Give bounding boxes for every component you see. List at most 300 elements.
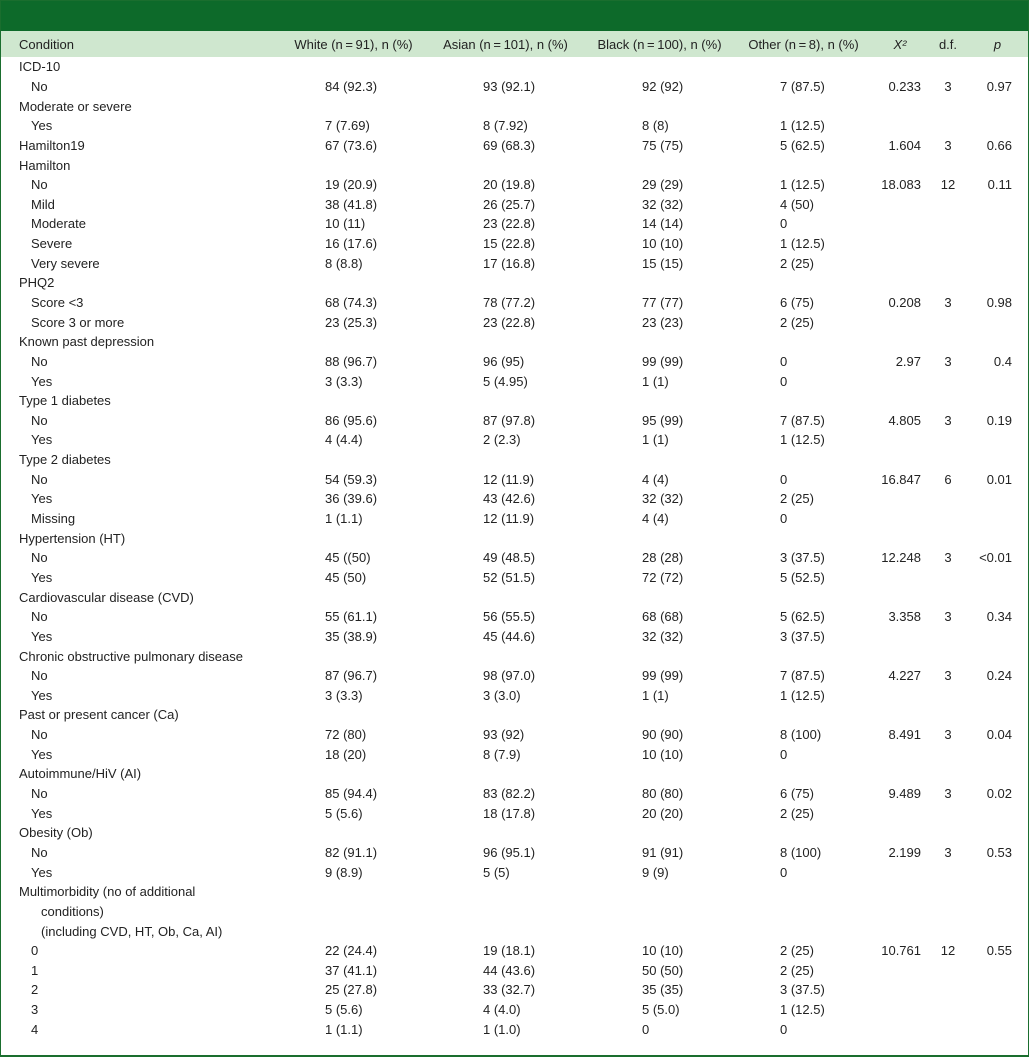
asian-value: 96 (95.1) — [483, 844, 536, 860]
p-value — [967, 234, 1028, 254]
table-row — [1, 607, 1028, 627]
black-value: 0 — [642, 1021, 650, 1037]
asian-value — [428, 528, 583, 548]
other-value: 7 (87.5) — [780, 78, 825, 94]
table-row — [1, 253, 1028, 273]
black-value: 90 (90) — [642, 727, 684, 743]
chi-square-value: 18.083 — [881, 177, 921, 193]
black-value — [583, 528, 736, 548]
white-value — [279, 155, 428, 175]
p-value — [967, 686, 1028, 706]
row-label: Mild — [31, 196, 55, 212]
row-label: Yes — [31, 746, 53, 762]
row-label: No — [31, 550, 48, 566]
p-value — [967, 509, 1028, 529]
table-row — [1, 194, 1028, 214]
other-value — [736, 96, 871, 116]
row-label: Hamilton — [19, 157, 71, 173]
chi-square-value: 12.248 — [881, 550, 921, 566]
table-row — [1, 705, 1028, 725]
p-value — [967, 744, 1028, 764]
other-value — [736, 646, 871, 666]
asian-value: 87 (97.8) — [483, 412, 536, 428]
asian-value — [428, 273, 583, 293]
black-value: 10 (10) — [642, 746, 684, 762]
white-value: 68 (74.3) — [325, 295, 378, 310]
chi-square-value: 4.227 — [888, 668, 921, 684]
asian-value: 5 (4.95) — [483, 373, 528, 389]
table-row — [1, 332, 1028, 352]
other-value — [736, 155, 871, 175]
p-value: 0.4 — [993, 353, 1012, 369]
p-value — [967, 371, 1028, 391]
chi-square-value — [871, 823, 929, 843]
white-value: 85 (94.4) — [325, 786, 378, 802]
chi-square-value — [871, 882, 929, 902]
asian-value: 5 (5) — [483, 864, 510, 880]
header-black: Black (n = 100), n (%) — [597, 36, 722, 52]
row-label: Yes — [31, 628, 53, 644]
chi-square-value — [871, 764, 929, 784]
table-row — [1, 686, 1028, 706]
header-condition: Condition — [19, 36, 74, 52]
white-value — [279, 96, 428, 116]
other-value: 0 — [780, 511, 788, 527]
row-label: No — [31, 177, 48, 193]
df-value — [929, 253, 967, 273]
chi-square-value — [871, 391, 929, 411]
white-value — [279, 705, 428, 725]
black-value: 95 (99) — [642, 412, 684, 428]
chi-square-value — [871, 332, 929, 352]
table-row — [1, 902, 1028, 922]
table-bottom-border — [1, 1055, 1028, 1056]
asian-value: 8 (7.9) — [483, 746, 521, 762]
black-value: 20 (20) — [642, 805, 684, 821]
asian-value: 8 (7.92) — [483, 118, 528, 134]
black-value — [583, 764, 736, 784]
black-value — [583, 921, 736, 941]
white-value: 45 ((50) — [325, 550, 371, 566]
chi-square-value — [871, 862, 929, 882]
df-value — [929, 705, 967, 725]
black-value: 77 (77) — [642, 295, 684, 310]
row-label: Score <3 — [31, 295, 84, 310]
asian-value: 26 (25.7) — [483, 196, 536, 212]
row-label: Severe — [31, 236, 73, 252]
black-value — [583, 902, 736, 922]
row-label: 4 — [31, 1021, 39, 1037]
p-value — [967, 568, 1028, 588]
white-value: 84 (92.3) — [325, 78, 378, 94]
table-row — [1, 764, 1028, 784]
asian-value: 44 (43.6) — [483, 962, 536, 978]
black-value: 32 (32) — [642, 628, 684, 644]
chi-square-value — [871, 646, 929, 666]
p-value — [967, 450, 1028, 470]
other-value: 0 — [780, 216, 788, 232]
table-row — [1, 489, 1028, 509]
table-row — [1, 293, 1028, 313]
p-value — [967, 1000, 1028, 1020]
other-value — [736, 391, 871, 411]
row-label: Moderate — [31, 216, 86, 232]
table-row — [1, 548, 1028, 568]
table-row — [1, 784, 1028, 804]
black-value: 1 (1) — [642, 687, 669, 703]
df-value: 3 — [944, 727, 952, 743]
df-value — [929, 194, 967, 214]
row-label: Autoimmune/HiV (AI) — [19, 766, 142, 782]
table-row — [1, 568, 1028, 588]
asian-value: 33 (32.7) — [483, 982, 536, 998]
white-value: 37 (41.1) — [325, 962, 378, 978]
white-value: 35 (38.9) — [325, 628, 378, 644]
p-value — [967, 273, 1028, 293]
black-value — [583, 155, 736, 175]
white-value: 25 (27.8) — [325, 982, 378, 998]
black-value: 8 (8) — [642, 118, 669, 134]
asian-value: 78 (77.2) — [483, 295, 536, 310]
black-value: 28 (28) — [642, 550, 684, 566]
p-value — [967, 332, 1028, 352]
chi-square-value: 1.604 — [888, 137, 921, 153]
white-value: 18 (20) — [325, 746, 367, 762]
black-value: 80 (80) — [642, 786, 684, 802]
asian-value: 20 (19.8) — [483, 177, 536, 193]
row-label: (including CVD, HT, Ob, Ca, AI) — [41, 923, 223, 939]
chi-square-value — [871, 234, 929, 254]
black-value — [583, 273, 736, 293]
other-value — [736, 273, 871, 293]
table-row — [1, 921, 1028, 941]
chi-square-value — [871, 116, 929, 136]
header-p: p — [993, 36, 1002, 52]
other-value: 2 (25) — [780, 491, 814, 507]
df-value — [929, 155, 967, 175]
other-value: 0 — [780, 471, 788, 487]
asian-value: 23 (22.8) — [483, 314, 536, 330]
table-row — [1, 1019, 1028, 1039]
asian-value: 12 (11.9) — [483, 471, 535, 487]
p-value — [967, 194, 1028, 214]
row-label: Hypertension (HT) — [19, 530, 126, 546]
p-value — [967, 489, 1028, 509]
chi-square-value: 0.233 — [888, 78, 921, 94]
row-label: conditions) — [41, 903, 104, 919]
white-value — [279, 902, 428, 922]
table-row — [1, 469, 1028, 489]
chi-square-value — [871, 568, 929, 588]
black-value: 23 (23) — [642, 314, 684, 330]
black-value: 68 (68) — [642, 609, 684, 625]
chi-square-value — [871, 960, 929, 980]
row-label: Missing — [31, 511, 76, 527]
row-label: Obesity (Ob) — [19, 825, 93, 841]
white-value: 3 (3.3) — [325, 373, 363, 389]
df-value — [929, 1019, 967, 1039]
p-value — [967, 430, 1028, 450]
white-value: 7 (7.69) — [325, 118, 370, 134]
asian-value: 93 (92.1) — [483, 78, 536, 94]
other-value: 7 (87.5) — [780, 668, 825, 684]
table-row — [1, 96, 1028, 116]
other-value: 8 (100) — [780, 844, 822, 860]
table-row — [1, 646, 1028, 666]
row-label: 2 — [31, 982, 39, 998]
black-value — [583, 587, 736, 607]
other-value: 5 (62.5) — [780, 137, 825, 153]
p-value — [967, 764, 1028, 784]
row-label: Multimorbidity (no of additional — [19, 884, 196, 900]
df-value — [929, 744, 967, 764]
table-row — [1, 430, 1028, 450]
asian-value — [428, 764, 583, 784]
asian-value — [428, 450, 583, 470]
other-value: 2 (25) — [780, 943, 814, 959]
df-value — [929, 273, 967, 293]
other-value: 1 (12.5) — [780, 236, 825, 252]
chi-square-value — [871, 902, 929, 922]
other-value — [736, 528, 871, 548]
black-value — [583, 332, 736, 352]
p-value — [967, 587, 1028, 607]
table-row — [1, 450, 1028, 470]
white-value: 87 (96.7) — [325, 668, 378, 684]
white-value — [279, 921, 428, 941]
row-label: Past or present cancer (Ca) — [19, 707, 179, 723]
p-value: 0.97 — [986, 78, 1012, 94]
white-value: 8 (8.8) — [325, 255, 363, 271]
white-value — [279, 332, 428, 352]
chi-square-value: 16.847 — [881, 471, 921, 487]
df-value — [929, 882, 967, 902]
black-value: 10 (10) — [642, 943, 684, 959]
asian-value: 1 (1.0) — [483, 1021, 521, 1037]
black-value: 35 (35) — [642, 982, 684, 998]
white-value: 4 (4.4) — [325, 432, 363, 448]
black-value: 4 (4) — [642, 471, 669, 487]
other-value: 0 — [780, 373, 788, 389]
row-label: Hamilton19 — [19, 137, 85, 153]
white-value — [279, 764, 428, 784]
white-value: 67 (73.6) — [325, 137, 378, 153]
black-value: 32 (32) — [642, 491, 684, 507]
other-value: 3 (37.5) — [780, 628, 825, 644]
chi-square-value — [871, 450, 929, 470]
row-label: No — [31, 353, 48, 369]
other-value: 4 (50) — [780, 196, 814, 212]
asian-value — [428, 882, 583, 902]
asian-value: 23 (22.8) — [483, 216, 536, 232]
chi-square-value: 2.199 — [888, 844, 921, 860]
table-row — [1, 803, 1028, 823]
row-label: Known past depression — [19, 334, 155, 350]
black-value: 5 (5.0) — [642, 1002, 680, 1018]
row-label: Type 1 diabetes — [19, 393, 111, 409]
chi-square-value — [871, 744, 929, 764]
df-value — [929, 646, 967, 666]
asian-value — [428, 823, 583, 843]
table-body — [1, 57, 1028, 1039]
chi-square-value: 0.208 — [888, 295, 921, 310]
df-value — [929, 332, 967, 352]
chi-square-value — [871, 528, 929, 548]
asian-value: 45 (44.6) — [483, 628, 536, 644]
row-label: No — [31, 78, 48, 94]
p-value — [967, 882, 1028, 902]
df-value: 12 — [940, 943, 956, 959]
asian-value — [428, 646, 583, 666]
chi-square-value — [871, 371, 929, 391]
p-value — [967, 803, 1028, 823]
white-value: 36 (39.6) — [325, 491, 378, 507]
table-row — [1, 352, 1028, 372]
p-value — [967, 96, 1028, 116]
other-value: 1 (12.5) — [780, 432, 825, 448]
p-value: 0.04 — [986, 727, 1012, 743]
white-value — [279, 587, 428, 607]
other-value: 6 (75) — [780, 295, 814, 310]
df-value — [929, 1000, 967, 1020]
other-value: 2 (25) — [780, 962, 814, 978]
white-value: 55 (61.1) — [325, 609, 378, 625]
chi-square-value — [871, 627, 929, 647]
table-row — [1, 214, 1028, 234]
other-value — [736, 882, 871, 902]
asian-value: 49 (48.5) — [483, 550, 536, 566]
chi-square-value: 9.489 — [888, 786, 921, 802]
table-row — [1, 312, 1028, 332]
chi-square-value: 2.97 — [895, 353, 921, 369]
p-value — [967, 155, 1028, 175]
p-value — [967, 980, 1028, 1000]
chi-square-value — [871, 705, 929, 725]
black-value: 75 (75) — [642, 137, 684, 153]
df-value: 3 — [944, 353, 952, 369]
chi-square-value — [871, 803, 929, 823]
table-row — [1, 509, 1028, 529]
white-value: 10 (11) — [325, 216, 366, 232]
asian-value: 83 (82.2) — [483, 786, 536, 802]
p-value — [967, 528, 1028, 548]
chi-square-value: 8.491 — [888, 727, 921, 743]
df-value — [929, 686, 967, 706]
df-value: 6 — [944, 471, 952, 487]
white-value: 19 (20.9) — [325, 177, 378, 193]
row-label: No — [31, 609, 48, 625]
white-value — [279, 391, 428, 411]
white-value — [279, 273, 428, 293]
p-value — [967, 627, 1028, 647]
black-value: 1 (1) — [642, 373, 669, 389]
chi-square-value — [871, 1000, 929, 1020]
asian-value: 56 (55.5) — [483, 609, 536, 625]
p-value: <0.01 — [979, 550, 1012, 566]
other-value: 1 (12.5) — [780, 1002, 825, 1018]
other-value: 6 (75) — [780, 786, 814, 802]
table-row — [1, 744, 1028, 764]
row-label: Yes — [31, 118, 53, 134]
table-row — [1, 843, 1028, 863]
p-value: 0.24 — [986, 668, 1012, 684]
df-value — [929, 489, 967, 509]
white-value: 86 (95.6) — [325, 412, 378, 428]
df-value: 3 — [944, 786, 952, 802]
df-value: 3 — [944, 609, 952, 625]
row-label: 0 — [31, 943, 39, 959]
black-value: 15 (15) — [642, 255, 684, 271]
chi-square-value — [871, 214, 929, 234]
black-value — [583, 96, 736, 116]
df-value — [929, 57, 967, 77]
asian-value: 96 (95) — [483, 353, 525, 369]
white-value: 1 (1.1) — [325, 511, 363, 527]
row-label: No — [31, 727, 48, 743]
other-value: 7 (87.5) — [780, 412, 825, 428]
table-title-bar — [1, 1, 1028, 31]
row-label: No — [31, 471, 48, 487]
black-value: 99 (99) — [642, 353, 684, 369]
other-value — [736, 57, 871, 77]
white-value: 9 (8.9) — [325, 864, 363, 880]
df-value — [929, 116, 967, 136]
asian-value — [428, 57, 583, 77]
df-value: 3 — [944, 550, 952, 566]
chi-square-value: 10.761 — [881, 943, 921, 959]
table-row — [1, 116, 1028, 136]
df-value — [929, 921, 967, 941]
df-value — [929, 764, 967, 784]
chi-square-value — [871, 430, 929, 450]
black-value: 50 (50) — [642, 962, 684, 978]
row-label: Type 2 diabetes — [19, 452, 111, 468]
black-value: 91 (91) — [642, 844, 684, 860]
row-label: Yes — [31, 373, 53, 389]
asian-value — [428, 155, 583, 175]
row-label: Very severe — [31, 255, 100, 271]
chi-square-value — [871, 509, 929, 529]
df-value — [929, 450, 967, 470]
table-row — [1, 980, 1028, 1000]
df-value: 12 — [940, 177, 956, 193]
row-label: Chronic obstructive pulmonary disease — [19, 648, 243, 664]
header-other: Other (n = 8), n (%) — [748, 36, 859, 52]
df-value: 3 — [944, 137, 952, 153]
black-value — [583, 450, 736, 470]
p-value — [967, 705, 1028, 725]
table-row — [1, 57, 1028, 77]
black-value: 29 (29) — [642, 177, 684, 193]
df-value — [929, 312, 967, 332]
black-value: 72 (72) — [642, 569, 684, 585]
row-label: ICD-10 — [19, 59, 61, 75]
table-header-row — [1, 31, 1028, 57]
asian-value — [428, 587, 583, 607]
white-value: 88 (96.7) — [325, 353, 378, 369]
df-value: 3 — [944, 78, 952, 94]
df-value: 3 — [944, 844, 952, 860]
asian-value: 12 (11.9) — [483, 511, 535, 527]
p-value — [967, 57, 1028, 77]
p-value: 0.98 — [986, 295, 1012, 310]
white-value: 54 (59.3) — [325, 471, 378, 487]
other-value — [736, 587, 871, 607]
p-value — [967, 902, 1028, 922]
black-value — [583, 705, 736, 725]
asian-value: 18 (17.8) — [483, 805, 536, 821]
chi-square-value — [871, 686, 929, 706]
